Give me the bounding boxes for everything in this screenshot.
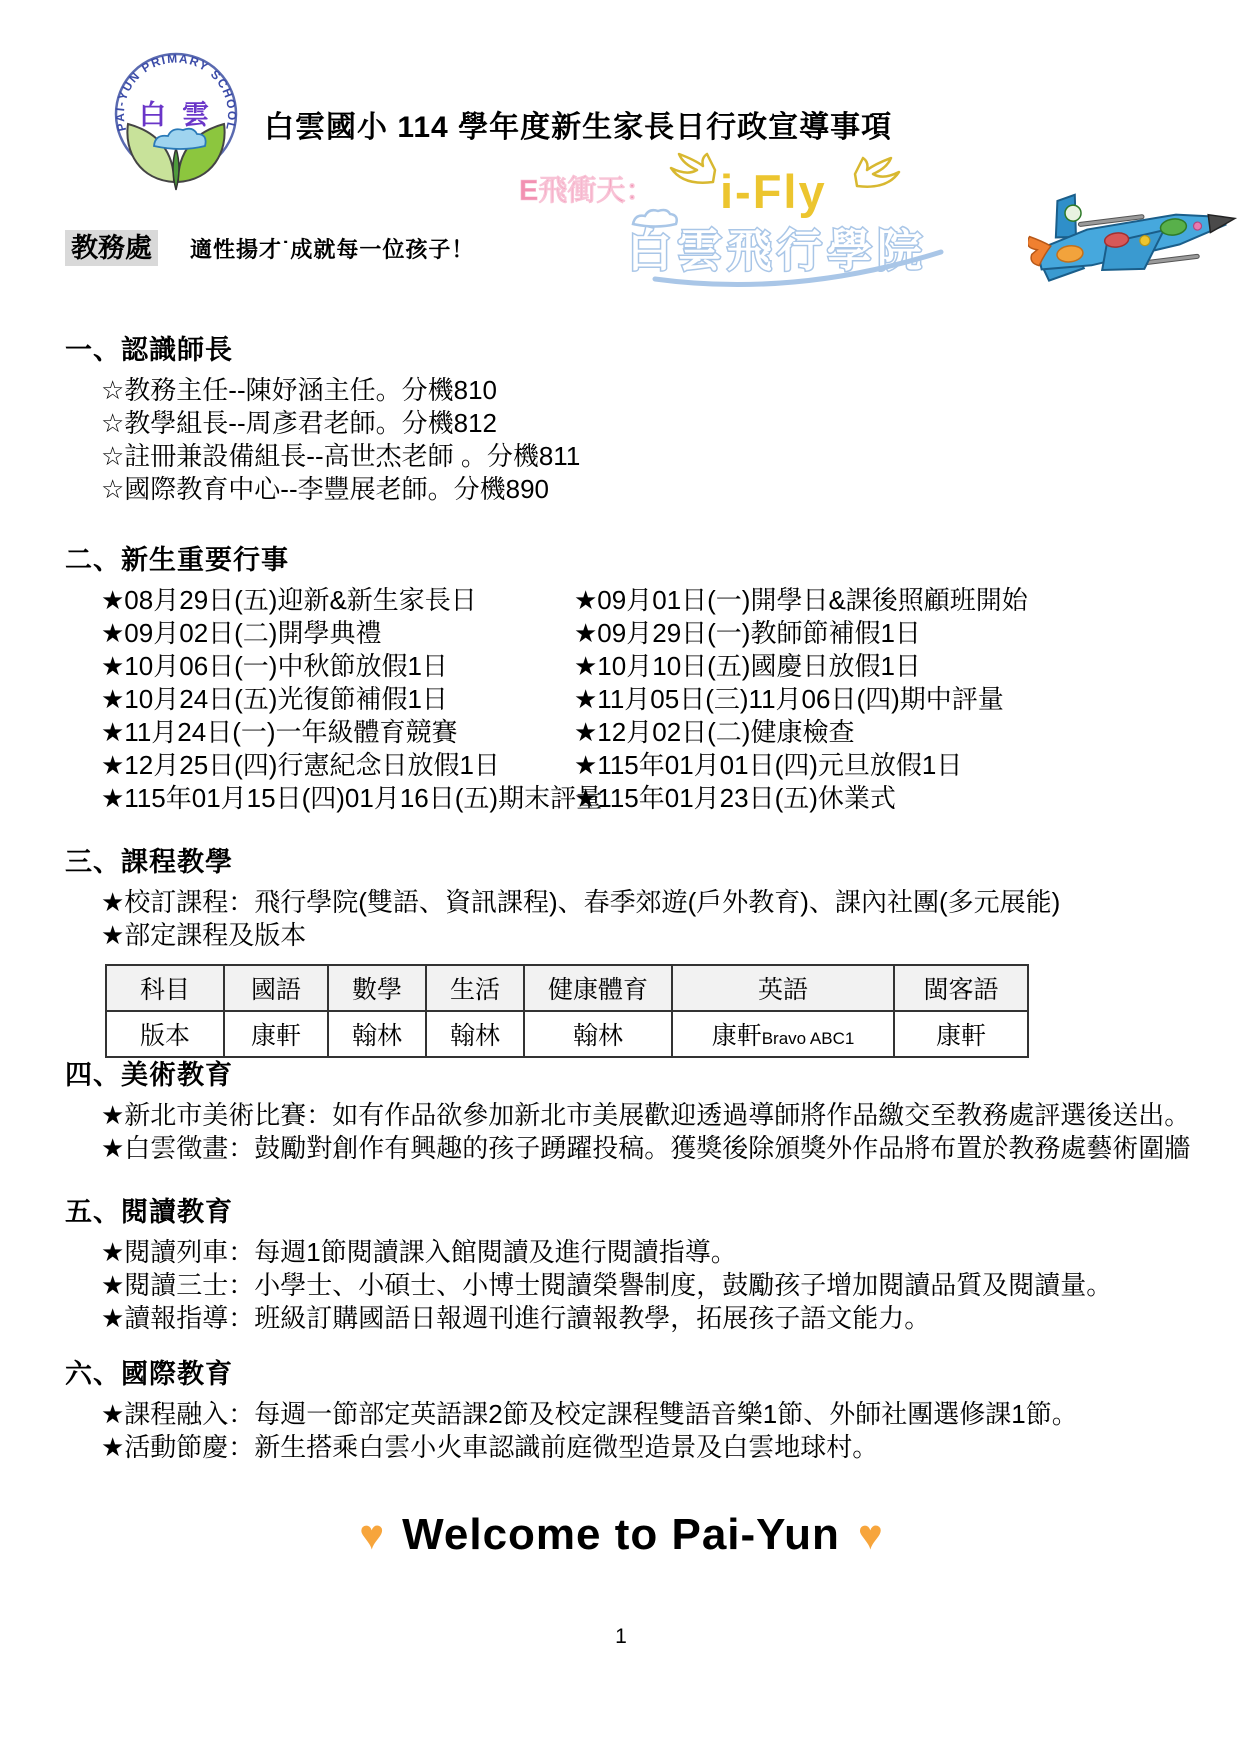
col-header-life: 生活 xyxy=(426,965,524,1011)
teacher-item: ☆教務主任--陳妤涵主任。分機810 xyxy=(101,375,498,405)
teacher-item: ☆註冊兼設備組長--高世杰老師 。分機811 xyxy=(101,441,581,471)
curriculum-item: ★校訂課程：飛行學院(雙語、資訊課程)、春季郊遊(戶外教育)、課內社團(多元展能) xyxy=(101,887,1061,917)
section-international xyxy=(65,1352,1185,1464)
logo-sprout xyxy=(173,148,179,190)
col-header-dialect: 閩客語 xyxy=(894,965,1028,1011)
version-english xyxy=(672,1011,894,1057)
welcome-banner xyxy=(0,1510,1242,1560)
section-teachers xyxy=(65,328,1185,506)
version-math: 翰林 xyxy=(328,1011,426,1057)
col-header-math: 數學 xyxy=(328,965,426,1011)
office-slogan: 適性揚才˙成就每一位孩子！ xyxy=(190,236,475,262)
jet-illustration xyxy=(1028,178,1238,295)
col-header-health-pe: 健康體育 xyxy=(524,965,672,1011)
heart-icon: ♥ xyxy=(857,1511,883,1558)
section-events-heading: 二、新生重要行事 xyxy=(65,545,289,575)
brand-academy: 白雲飛行學院 xyxy=(627,225,928,276)
event-item: ★09月02日(二)開學典禮 xyxy=(101,618,382,648)
event-item: ★10月24日(五)光復節補假1日 xyxy=(101,684,448,714)
version-english-main: 康軒 xyxy=(711,1022,762,1050)
event-item: ★10月10日(五)國慶日放假1日 xyxy=(574,651,921,681)
event-item: ★08月29日(五)迎新&新生家長日 xyxy=(101,585,477,615)
teacher-item: ☆教學組長--周彥君老師。分機812 xyxy=(101,408,498,438)
event-item: ★115年01月01日(四)元旦放假1日 xyxy=(574,750,963,780)
heart-icon: ♥ xyxy=(359,1511,385,1558)
international-item: ★活動節慶：新生搭乘白雲小火車認識前庭微型造景及白雲地球村。 xyxy=(101,1432,879,1462)
version-english-sub: Bravo ABC1 xyxy=(761,1029,855,1048)
section-international-heading: 六、國際教育 xyxy=(65,1359,233,1389)
table-version-row xyxy=(106,1011,1028,1057)
event-item: ★09月29日(一)教師節補假1日 xyxy=(574,618,921,648)
office-badge: 教務處 xyxy=(65,230,158,266)
section-events xyxy=(65,538,1185,815)
course-version-table xyxy=(105,964,1029,1058)
art-item: ★白雲徵畫：鼓勵對創作有興趣的孩子踴躍投稿。獲獎後除頒獎外作品將布置於教務處藝術圍牆 xyxy=(101,1133,1191,1163)
col-header-chinese: 國語 xyxy=(224,965,328,1011)
col-header-subject: 科目 xyxy=(106,965,224,1011)
international-item: ★課程融入：每週一節部定英語課2節及校定課程雙語音樂1節、外師社團選修課1節。 xyxy=(101,1399,1078,1429)
section-reading xyxy=(65,1190,1185,1335)
brand-tagline: E飛衝天： xyxy=(519,175,655,207)
wing-right-icon xyxy=(855,158,899,187)
teacher-item: ☆國際教育中心--李豐展老師。分機890 xyxy=(101,474,550,504)
event-item: ★11月24日(一)一年級體育競賽 xyxy=(101,717,458,747)
section-art xyxy=(65,1053,1191,1165)
version-health-pe: 翰林 xyxy=(524,1011,672,1057)
event-item: ★09月01日(一)開學日&課後照顧班開始 xyxy=(574,585,1028,615)
reading-item: ★閱讀列車：每週1節閱讀課入館閱讀及進行閱讀指導。 xyxy=(101,1237,737,1267)
page-number: 1 xyxy=(615,1625,627,1648)
office-line xyxy=(65,230,474,266)
ifly-brand xyxy=(505,152,945,297)
wing-left-icon xyxy=(671,154,715,183)
school-logo-icon xyxy=(112,50,240,192)
curriculum-item: ★部定課程及版本 xyxy=(101,920,307,950)
event-item: ★115年01月23日(五)休業式 xyxy=(574,783,896,813)
logo-arc-text: PAI-YUN PRIMARY SCHOOL xyxy=(112,51,240,133)
version-dialect: 康軒 xyxy=(894,1011,1028,1057)
section-curriculum-heading: 三、課程教學 xyxy=(65,847,233,877)
event-item: ★12月25日(四)行憲紀念日放假1日 xyxy=(101,750,500,780)
page-title: 白雲國小 114 學年度新生家長日行政宣導事項 xyxy=(264,111,893,145)
jet-icon xyxy=(1028,178,1238,283)
section-reading-heading: 五、閱讀教育 xyxy=(65,1197,233,1227)
row-label: 版本 xyxy=(106,1011,224,1057)
event-item: ★115年01月15日(四)01月16日(五)期末評量 xyxy=(101,783,603,813)
section-teachers-heading: 一、認識師長 xyxy=(65,335,233,365)
brand-name: i-Fly xyxy=(720,165,827,218)
reading-item: ★讀報指導：班級訂購國語日報週刊進行讀報教學，拓展孩子語文能力。 xyxy=(101,1303,931,1333)
table-header-row xyxy=(106,965,1028,1011)
reading-item: ★閱讀三士：小學士、小碩士、小博士閱讀榮譽制度，鼓勵孩子增加閱讀品質及閱讀量。 xyxy=(101,1270,1113,1300)
logo-school-name: 白雲 xyxy=(139,100,225,130)
section-curriculum xyxy=(65,840,1185,1058)
event-item: ★11月05日(三)11月06日(四)期中評量 xyxy=(574,684,1004,714)
version-chinese: 康軒 xyxy=(224,1011,328,1057)
event-item: ★12月02日(二)健康檢查 xyxy=(574,717,855,747)
section-art-heading: 四、美術教育 xyxy=(65,1060,233,1090)
school-logo xyxy=(112,50,240,197)
event-item: ★10月06日(一)中秋節放假1日 xyxy=(101,651,448,681)
version-life: 翰林 xyxy=(426,1011,524,1057)
welcome-text: Welcome to Pai-Yun xyxy=(402,1510,840,1559)
art-item: ★新北市美術比賽：如有作品欲參加新北市美展歡迎透過導師將作品繳交至教務處評選後送出。 xyxy=(101,1100,1191,1130)
col-header-english: 英語 xyxy=(672,965,894,1011)
